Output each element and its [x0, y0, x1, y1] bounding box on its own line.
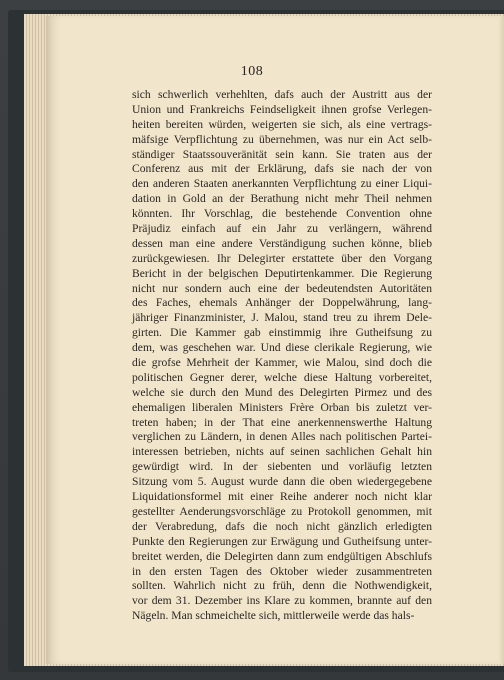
- text-line: mäfsige Verpflichtung zu übernehmen, was nur ein Act selb-: [132, 132, 432, 146]
- text-line: gewürdigt wird. In der siebenten und vorläufig letzten: [132, 460, 432, 474]
- text-line: des Faches, ehemals Anhänger der Doppelwährung, lang-: [132, 296, 432, 310]
- page-number: 108: [240, 64, 264, 79]
- text-line: vor dem 31. Dezember ins Klare zu kommen, brannte auf den: [132, 594, 432, 608]
- text-line: gestellter Aenderungsvorschläge zu Protokoll genommen, mit: [132, 504, 432, 518]
- text-line: girten. Die Kammer gab einstimmig ihre Gutheifsung zu: [132, 326, 432, 340]
- text-line: Conferenz aus mit der Erklärung, dafs sie nach der von: [132, 162, 432, 176]
- text-line: breitet werden, die Delegirten dann zum endgültigen Abschlufs: [132, 549, 432, 563]
- text-line: sollten. Wahrlich nicht zu früh, denn die Nothwendigkeit,: [132, 579, 432, 593]
- text-line: jähriger Finanzminister, J. Malou, stand treu zu ihrem Dele-: [132, 311, 432, 325]
- text-line: heiten bereiten würden, weigerten sie sich, als eine vertrags-: [132, 117, 432, 131]
- text-line: Präjudiz einfach auf ein Jahr zu verlängern, während: [132, 222, 432, 236]
- text-line: verglichen zu Ländern, in denen Alles nach politischen Partei-: [132, 430, 432, 444]
- body-text: [132, 88, 432, 624]
- text-line: den anderen Staaten anerkannten Verpflichtung zu einer Liqui-: [132, 177, 432, 191]
- text-line: interessen betrieben, nichts auf seinen sachlichen Gehalt hin: [132, 445, 432, 459]
- text-line: Punkte den Regierungen zur Erwägung und Gutheifsung unter-: [132, 534, 432, 548]
- text-line: die grofse Mehrheit der Kammer, wie Malou, sind doch die: [132, 356, 432, 370]
- text-line: könnten. Ihr Vorschlag, die bestehende Convention ohne: [132, 207, 432, 221]
- text-line: ständiger Staatssouveränität sein kann. Sie traten aus der: [132, 147, 432, 161]
- text-line: Nägeln. Man schmeichelte sich, mittlerweile werde das hals-: [132, 609, 415, 623]
- text-line: ehemaligen liberalen Ministers Frère Orban bis zuletzt ver-: [132, 400, 432, 414]
- text-line: dation in Gold an der Berathung nicht mehr Theil nehmen: [132, 192, 432, 206]
- text-line: Liquidationsformel mit einer Reihe anderer noch nicht klar: [132, 490, 432, 504]
- text-line: sich schwerlich verhehlten, dafs auch der Austritt aus der: [132, 88, 432, 101]
- text-line: zurückgewiesen. Ihr Delegirter erstattete über den Vorgang: [132, 251, 432, 265]
- text-line: Union und Frankreichs Feindseligkeit ihnen grofse Verlegen-: [132, 102, 432, 116]
- text-line: der Verabredung, dafs die noch nicht gänzlich erledigten: [132, 519, 432, 533]
- text-line: dem, was geschehen war. Und diese clerikale Regierung, wie: [132, 341, 432, 355]
- text-line: nicht nur sondern auch eine der bedeutendsten Autoritäten: [132, 281, 432, 295]
- page-right-edge: [498, 16, 504, 664]
- text-line: politischen Gegner derer, welche diese Haltung vorbereitet,: [132, 370, 432, 384]
- text-line: in den ersten Tagen des Oktober wieder zusammentreten: [132, 564, 432, 578]
- text-line: Bericht in der belgischen Deputirtenkammer. Die Regierung: [132, 266, 432, 280]
- text-line: welche sie durch den Mund des Delegirten Pirmez und des: [132, 385, 432, 399]
- text-line: dessen man eine andere Verständigung suchen könne, blieb: [132, 236, 432, 250]
- text-line: treten haben; in der That eine anerkennenswerthe Haltung: [132, 415, 432, 429]
- text-line: Sitzung vom 5. August wurde dann die oben wiedergegebene: [132, 475, 432, 489]
